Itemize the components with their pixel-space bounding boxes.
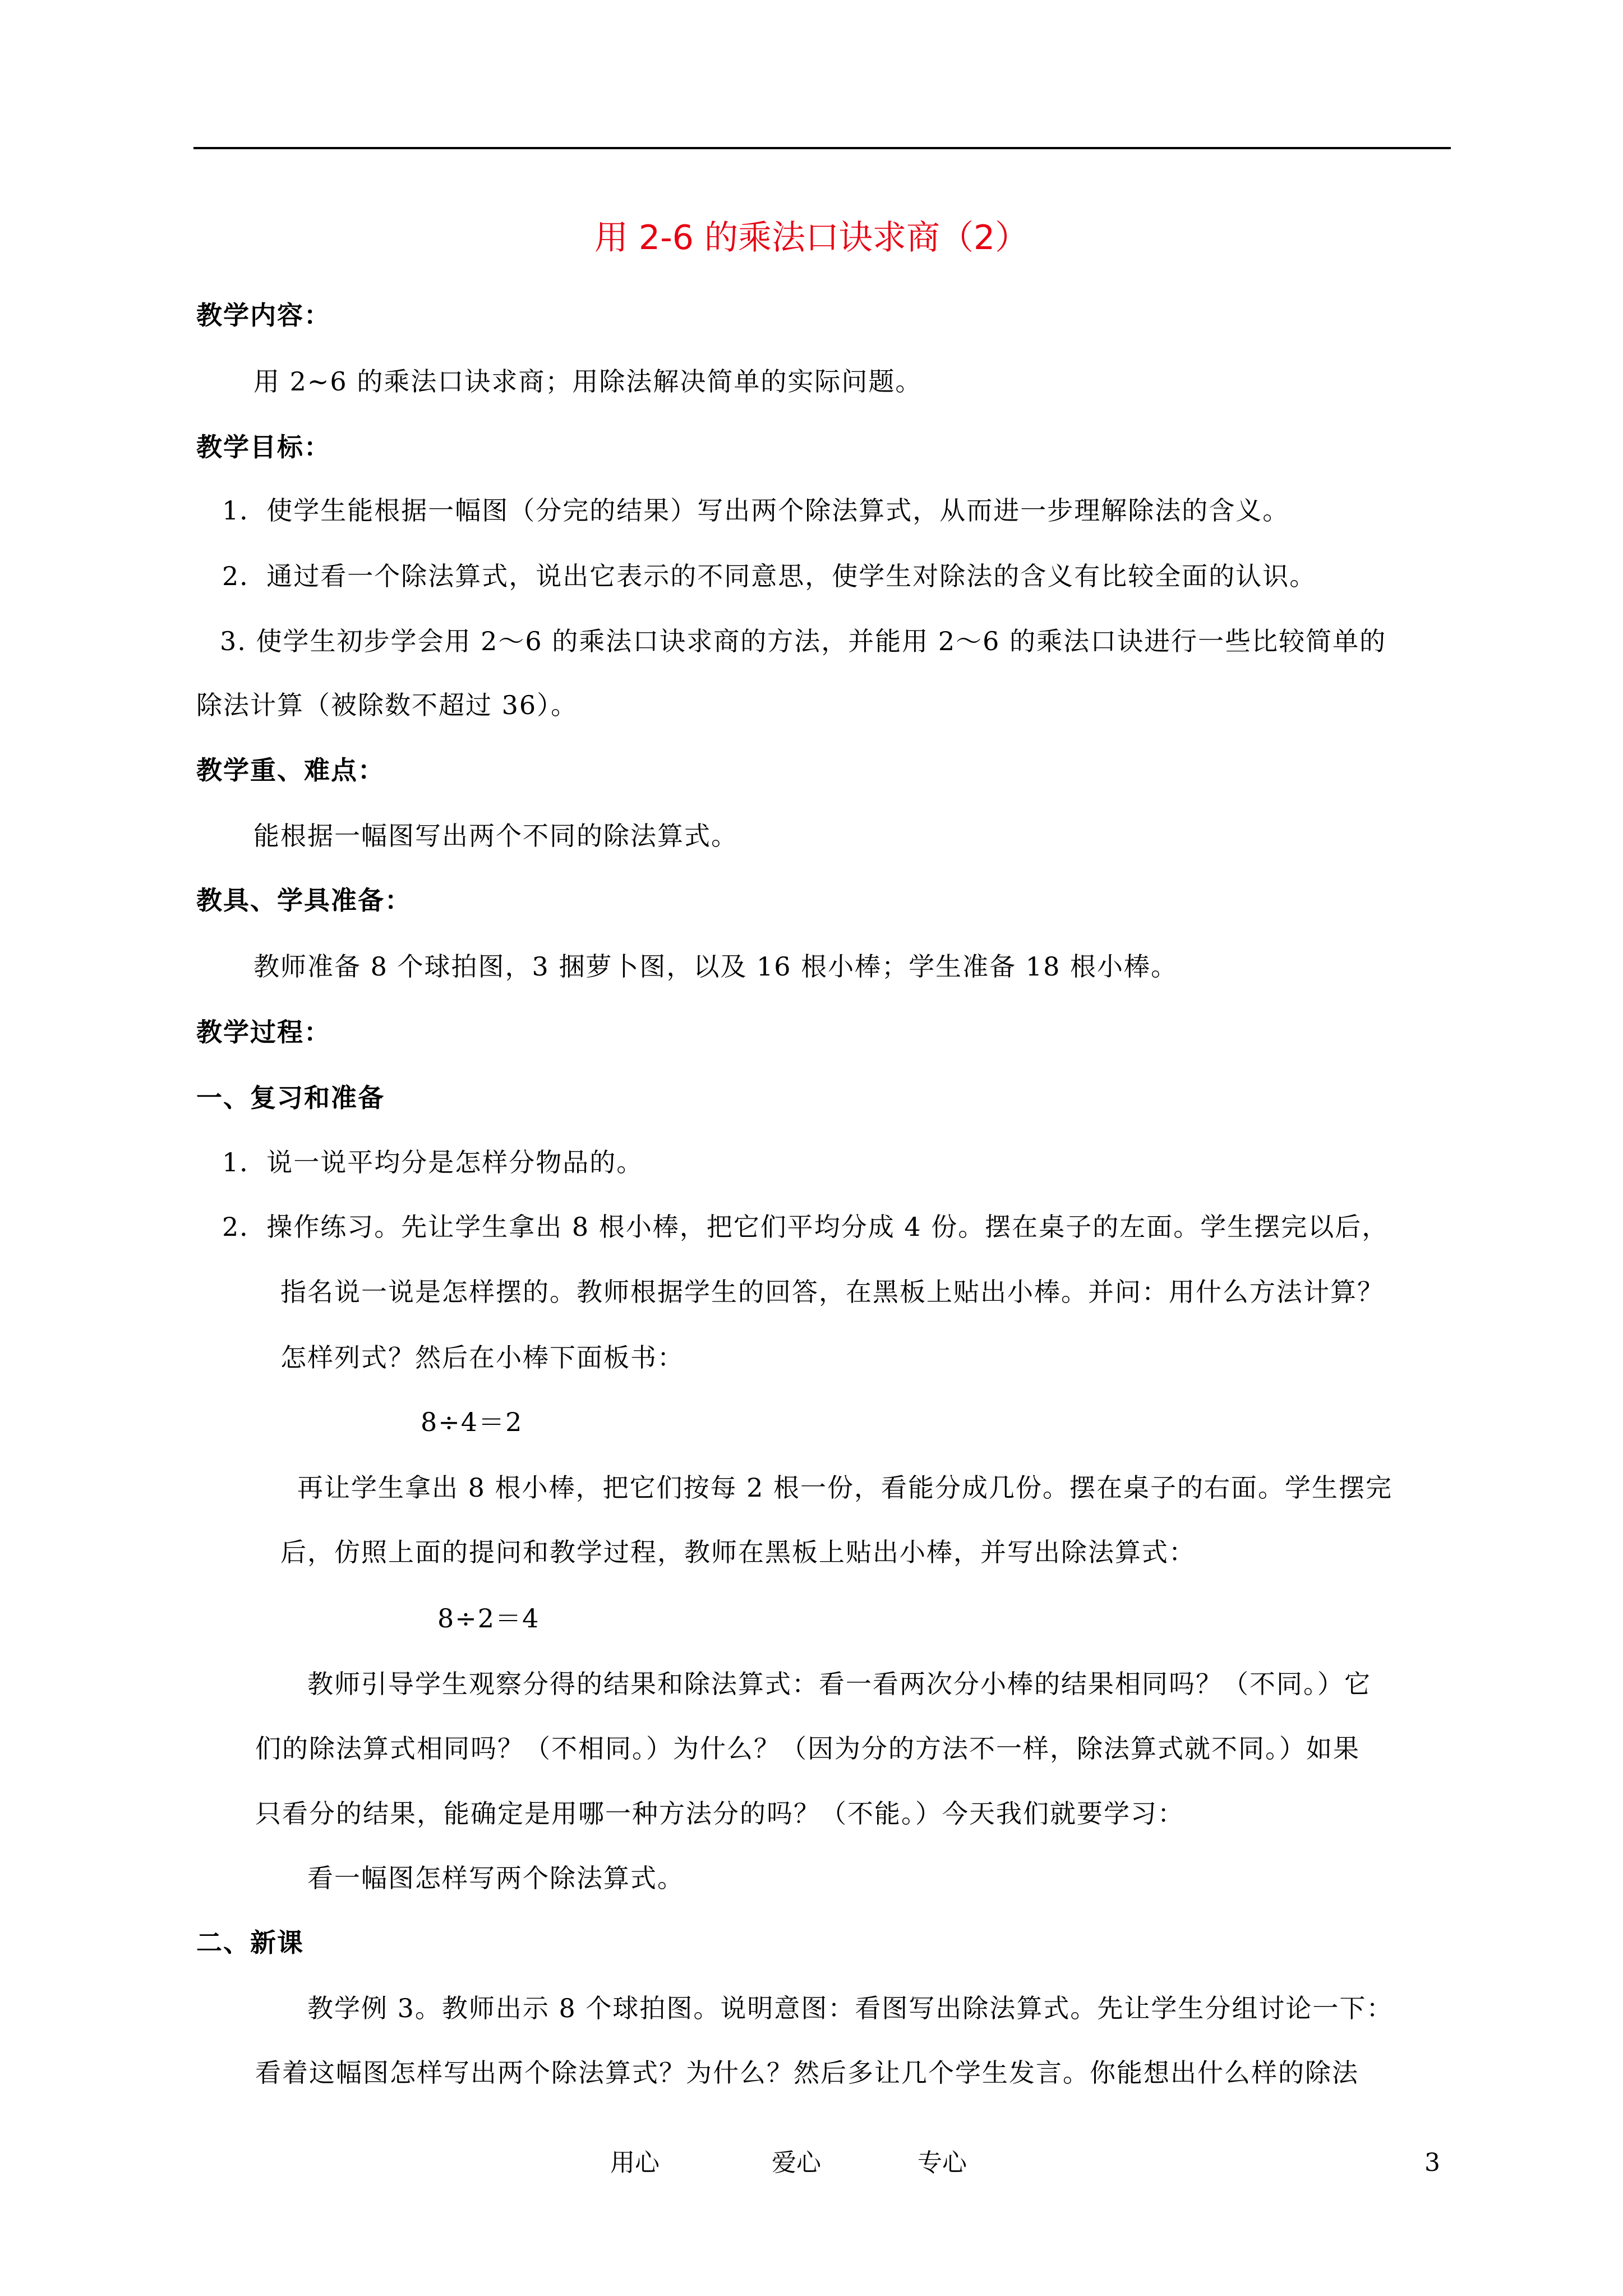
- section-heading-keypoints: 教学重、难点：: [196, 755, 385, 785]
- paragraph-observe-cont-2: 只看分的结果，能确定是用哪一种方法分的吗？（不能。）今天我们就要学习：: [255, 1798, 1184, 1829]
- paragraph-today-topic: 看一幅图怎样写两个除法算式。: [307, 1863, 684, 1893]
- footer-motto-3: 专心: [917, 2148, 967, 2177]
- paragraph-keypoints: 能根据一幅图写出两个不同的除法算式。: [253, 821, 738, 851]
- footer-motto-1: 用心: [610, 2148, 660, 2177]
- page-number: 3: [1424, 2148, 1440, 2177]
- goal-item-3-cont: 除法计算（被除数不超过 36）。: [196, 690, 578, 720]
- paragraph-example-3: 教学例 3。教师出示 8 个球拍图。说明意图：看图写出除法算式。先让学生分组讨论一下：: [307, 1993, 1394, 2023]
- footer-motto-2: 爱心: [772, 2148, 821, 2177]
- review-item-2-cont-1: 指名说一说是怎样摆的。教师根据学生的回答，在黑板上贴出小棒。并问：用什么方法计算？: [280, 1277, 1384, 1307]
- paragraph-observe: 教师引导学生观察分得的结果和除法算式：看一看两次分小棒的结果相同吗？（不同。）它: [307, 1669, 1371, 1699]
- paragraph-second-split-cont: 后，仿照上面的提问和教学过程，教师在黑板上贴出小棒，并写出除法算式：: [280, 1537, 1196, 1567]
- subsection-heading-new-lesson: 二、新课: [196, 1927, 304, 1958]
- goal-item-1: 1．使学生能根据一幅图（分完的结果）写出两个除法算式，从而进一步理解除法的含义。: [222, 495, 1290, 526]
- equation-1: 8÷4＝2: [421, 1407, 523, 1437]
- paragraph-materials: 教师准备 8 个球拍图，3 捆萝卜图，以及 16 根小棒；学生准备 18 根小棒。: [253, 951, 1178, 982]
- paragraph-second-split: 再让学生拿出 8 根小棒，把它们按每 2 根一份，看能分成几份。摆在桌子的右面。学生摆完: [297, 1473, 1393, 1503]
- equation-2: 8÷2＝4: [437, 1603, 540, 1634]
- paragraph-content: 用 2~6 的乘法口诀求商；用除法解决简单的实际问题。: [253, 366, 923, 397]
- section-heading-process: 教学过程：: [196, 1017, 331, 1047]
- paragraph-example-3-cont: 看着这幅图怎样写出两个除法算式？为什么？然后多让几个学生发言。你能想出什么样的除法: [255, 2058, 1359, 2088]
- subsection-heading-review: 一、复习和准备: [196, 1083, 385, 1113]
- review-item-2: 2．操作练习。先让学生拿出 8 根小棒，把它们平均分成 4 份。摆在桌子的左面。学生摆完以后，: [222, 1212, 1389, 1242]
- review-item-1: 1．说一说平均分是怎样分物品的。: [222, 1147, 644, 1177]
- section-heading-materials: 教具、学具准备：: [196, 885, 412, 915]
- goal-item-3: 3. 使学生初步学会用 2～6 的乘法口诀求商的方法，并能用 2～6 的乘法口诀进行一些比较简单的: [220, 626, 1387, 656]
- document-title: 用 2-6 的乘法口诀求商（2）: [594, 218, 1029, 257]
- header-rule: [193, 147, 1451, 149]
- paragraph-observe-cont-1: 们的除法算式相同吗？（不相同。）为什么？（因为分的方法不一样，除法算式就不同。）如果: [255, 1733, 1360, 1764]
- review-item-2-cont-2: 怎样列式？然后在小棒下面板书：: [280, 1342, 684, 1373]
- section-heading-content: 教学内容：: [196, 300, 331, 330]
- section-heading-goals: 教学目标：: [196, 432, 331, 462]
- goal-item-2: 2．通过看一个除法算式，说出它表示的不同意思，使学生对除法的含义有比较全面的认识。: [222, 561, 1317, 591]
